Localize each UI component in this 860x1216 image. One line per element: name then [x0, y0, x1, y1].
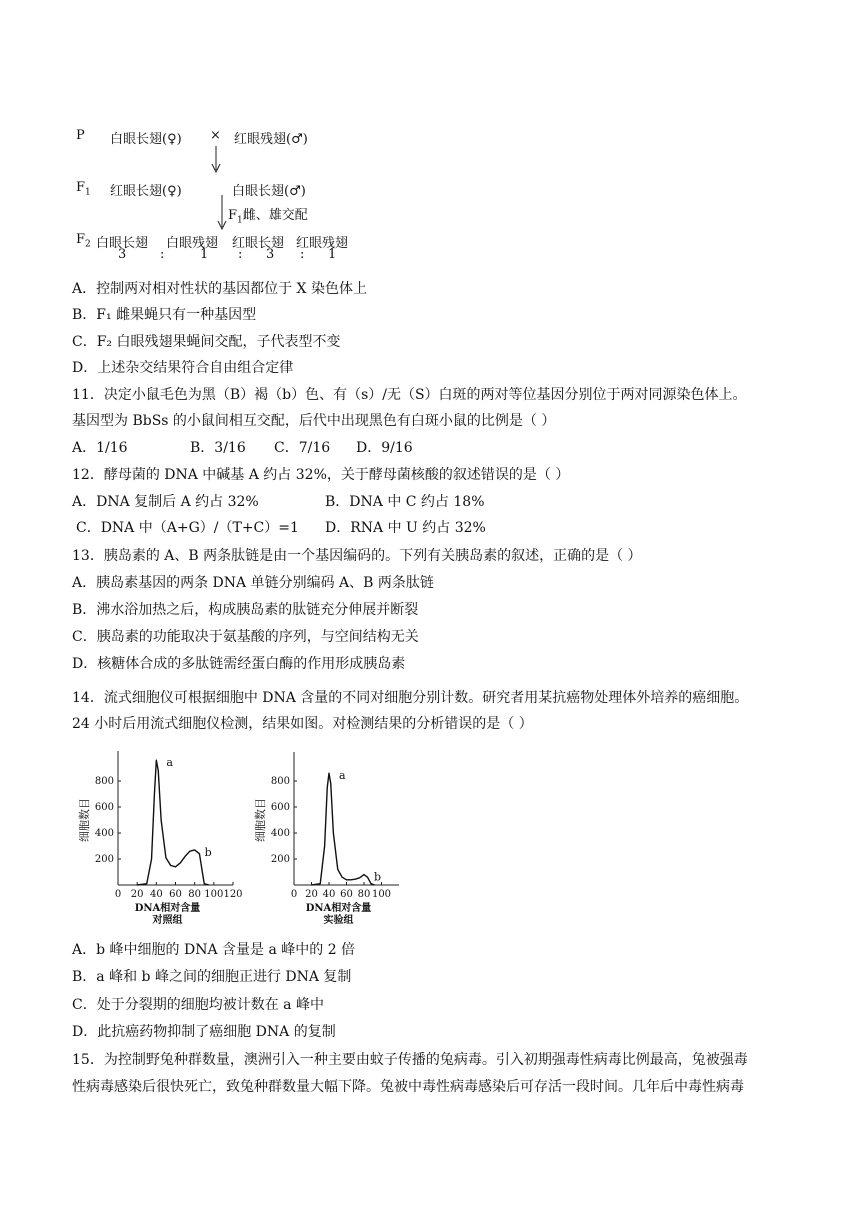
q13-stem: 13．胰岛素的 A、B 两条肽链是由一个基因编码的。下列有关胰岛素的叙述，正确的是（ ） — [72, 548, 642, 564]
q15-line-1: 15．为控制野兔种群数量，澳洲引入一种主要由蚊子传播的兔病毒。引入初期强毒性病毒比例最高，兔被强毒 — [72, 1052, 748, 1068]
x-tick-label: 0 — [114, 889, 122, 900]
y-tick-label: 400 — [270, 828, 290, 839]
x-tick-label: 80 — [357, 889, 371, 900]
p-female: 白眼长翅(♀) — [110, 132, 182, 147]
y-tick-label: 600 — [270, 802, 290, 813]
q10-option-b: B．F₁ 雌果蝇只有一种基因型 — [72, 307, 257, 323]
y-tick-label: 800 — [270, 776, 290, 787]
peak-label: b — [374, 870, 382, 884]
x-axis-label: DNA相对含量 — [134, 903, 201, 914]
q14-stem-line-1: 14．流式细胞仪可根据细胞中 DNA 含量的不同对细胞分别计数。研究者用某抗癌物处理体外培养的癌细胞。 — [72, 690, 749, 706]
q12-option-c: C．DNA 中（A+G）/（T+C）=1 — [76, 520, 299, 536]
x-tick-label: 60 — [169, 889, 182, 900]
q13-option-b: B．沸水浴加热之后，构成胰岛素的肽链充分伸展并断裂 — [72, 602, 419, 618]
q10-option-d: D．上述杂交结果符合自由组合定律 — [72, 360, 294, 376]
q12-options-row-1 — [72, 492, 485, 512]
q12-stem: 12．酵母菌的 DNA 中碱基 A 约占 32%，关于酵母菌核酸的叙述错误的是（ ） — [72, 467, 570, 483]
ratio-value: 3 — [266, 247, 275, 262]
x-tick-label: 20 — [305, 889, 318, 900]
ratio-value: 1 — [200, 247, 209, 262]
x-tick-label: 100 — [371, 889, 392, 900]
ratio-colon: : — [300, 247, 305, 262]
q12-option-b: B．DNA 中 C 约占 18% — [325, 494, 485, 510]
q14-option-b: B．a 峰和 b 峰之间的细胞正进行 DNA 复制 — [72, 969, 352, 985]
peak-label: b — [204, 845, 212, 859]
q11-stem-line-2: 基因型为 BbSs 的小鼠间相互交配，后代中出现黑色有白斑小鼠的比例是（ ） — [72, 413, 556, 429]
x-tick-label: 40 — [149, 889, 163, 900]
q12-options-row-2 — [76, 518, 486, 538]
chart-title: 实验组 — [323, 915, 354, 926]
q11-option-c: C．7/16 — [274, 440, 331, 456]
y-tick-label: 600 — [94, 802, 114, 813]
q14-option-d: D．此抗癌药物抑制了癌细胞 DNA 的复制 — [72, 1024, 336, 1040]
q13-option-d: D．核糖体合成的多肽链需经蛋白酶的作用形成胰岛素 — [72, 656, 406, 672]
y-axis-label: 细胞数目 — [254, 798, 267, 842]
y-tick-label: 200 — [94, 854, 114, 865]
x-tick-label: 120 — [223, 889, 243, 900]
p-label: P — [76, 128, 85, 143]
y-tick-label: 400 — [94, 828, 114, 839]
q14-option-a: A．b 峰中细胞的 DNA 含量是 a 峰中的 2 倍 — [72, 942, 356, 958]
x-tick-label: 80 — [188, 889, 202, 900]
ratio-colon: : — [160, 247, 165, 262]
flow-cytometry-chart-control — [70, 748, 245, 928]
flow-cytometry-chart-experiment — [250, 752, 420, 928]
q12-option-a: A．DNA 复制后 A 约占 32% — [72, 494, 259, 510]
ratio-colon: : — [238, 247, 243, 262]
q12-option-d: D．RNA 中 U 约占 32% — [325, 520, 486, 536]
q11-stem-line-1: 11．决定小鼠毛色为黑（B）褐（b）色、有（s）/无（S）白斑的两对等位基因分别位于两对同源染色体上。 — [72, 387, 747, 403]
x-tick-label: 40 — [322, 889, 336, 900]
series-line — [312, 773, 375, 885]
q10-option-a: A．控制两对相对性状的基因都位于 X 染色体上 — [72, 281, 367, 297]
x-tick-label: 100 — [204, 889, 224, 900]
f2-type: 白眼残翅 — [166, 236, 219, 251]
ratio-value: 3 — [118, 247, 127, 262]
f1-male: 白眼长翅(♂) — [232, 184, 306, 199]
peak-label: a — [339, 769, 346, 783]
ratio-value: 1 — [328, 247, 337, 262]
q13-option-a: A．胰岛素基因的两条 DNA 单链分别编码 A、B 两条肽链 — [72, 575, 434, 591]
q11-option-d: D．9/16 — [356, 440, 413, 456]
x-tick-label: 60 — [340, 889, 353, 900]
f1-mating-note: $F_1$雌、雄交配 — [228, 208, 308, 226]
f2-type: 白眼长翅 — [96, 236, 149, 251]
f2-type: 红眼残翅 — [296, 236, 349, 251]
y-tick-label: 200 — [270, 854, 290, 865]
series-line — [137, 760, 209, 885]
q11-option-b: B．3/16 — [190, 440, 246, 456]
chart-title: 对照组 — [152, 915, 183, 926]
peak-label: a — [166, 756, 173, 770]
y-axis-label: 细胞数目 — [78, 798, 91, 842]
f2-label: $F_2$ — [76, 232, 91, 250]
q15-line-2: 性病毒感染后很快死亡，致兔种群数量大幅下降。兔被中毒性病毒感染后可存活一段时间。几年后中毒性病毒 — [72, 1079, 744, 1095]
x-axis-label: DNA相对含量 — [305, 903, 372, 914]
x-tick-label: 20 — [130, 889, 144, 900]
cross-symbol: × — [210, 128, 221, 143]
f2-type: 红眼长翅 — [232, 236, 285, 251]
q10-option-c: C．F₂ 白眼残翅果蝇间交配，子代表型不变 — [72, 334, 341, 350]
q14-option-c: C．处于分裂期的细胞均被计数在 a 峰中 — [72, 997, 324, 1013]
q11-options — [72, 438, 413, 458]
y-tick-label: 800 — [94, 776, 114, 787]
f1-label: $F_1$ — [76, 180, 91, 198]
x-tick-label: 0 — [290, 889, 298, 900]
down-arrow-icon — [208, 146, 224, 174]
q14-stem-line-2: 24 小时后用流式细胞仪检测，结果如图。对检测结果的分析错误的是（ ） — [72, 716, 533, 732]
q11-option-a: A．1/16 — [72, 440, 128, 456]
f1-female: 红眼长翅(♀) — [110, 184, 182, 199]
p-male: 红眼残翅(♂) — [234, 132, 308, 147]
q13-option-c: C．胰岛素的功能取决于氨基酸的序列，与空间结构无关 — [72, 629, 419, 645]
